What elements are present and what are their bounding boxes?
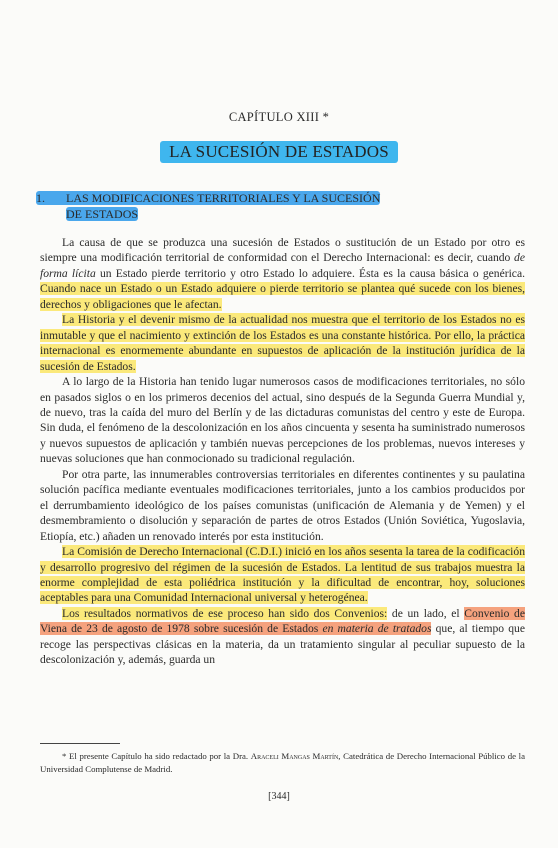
footnote-divider [40,743,120,744]
p6-text-e: que, al tiempo que recoge las perspectivas clásicas en la materia, da un tratamiento singular al peculiar supuesto de la descolonización y, además, guarda un [40,622,525,667]
p1-text-c: un Estado pierde territorio y otro Estado lo adquiere. Ésta es la causa básica o genérica. [95,266,525,280]
p1-text-a: La causa de que se produzca una sucesión de Estados o sustitución de un Estado por otro es siempre una modificación territorial de conformidad con el Derecho Internacional: es decir, cuando [40,236,525,265]
p6-orange-italic: en materia de tratados [322,622,432,636]
footnote-author: Araceli Mangas Martín [250,751,339,761]
p1-highlight: Cuando nace un Estado o un Estado adquiere o pierde territorio se plantea qué sucede con los bienes, derechos y obligaciones que le afectan. [40,282,525,311]
paragraph-2 [40,312,525,374]
section-number: 1. [36,191,45,205]
chapter-title: LA SUCESIÓN DE ESTADOS [160,141,398,163]
chapter-title-wrap [0,141,558,163]
footnote-text-a: * El presente Capítulo ha sido redactado por la Dra. [62,751,251,761]
paragraph-4 [40,467,525,544]
p1-italic: de forma lícita [40,251,525,280]
paragraph-1 [40,235,525,312]
p6-text-b: de un lado, el [387,606,465,620]
paragraph-6 [40,606,525,668]
section-heading [36,190,456,222]
chapter-heading: CAPÍTULO XIII * [228,110,330,124]
section-heading-line1 [36,191,380,205]
footnote-text [40,750,525,776]
footnote-text-b: , Catedrática de Derecho Internacional Público de la Universidad Complutense de Madrid. [40,751,525,774]
section-title-line2: DE ESTADOS [66,207,139,221]
p6-orange-highlight: Convenio de Viena de 23 de agosto de 1978 sobre sucesión de Estados [40,606,525,636]
paragraph-5 [40,544,525,606]
p3-text: A lo largo de la Historia han tenido lugar numerosos casos de modificaciones territoriales, no sólo en pasados siglos o en los primeros decenios del actual, sino después de la Segunda Guerra Mundial y, de nuevo, tras la caída del muro del Berlín y de las dictaduras comunistas del centro y este de Europa. Sin duda, el fenómeno de la descolonización en los años cincuenta y sesenta ha suministrado numerosos y nuevos supuestos de aplicación y también nuevas percepciones de los problemas, nuevos intereses y nuevas soluciones que han conmocionado su tradicional regulación. [40,375,525,466]
paragraph-3 [40,374,525,467]
body-text [40,235,525,668]
section-title-line1: LAS MODIFICACIONES TERRITORIALES Y LA SUCESIÓN [66,191,381,205]
p5-highlight: La Comisión de Derecho Internacional (C.D.I.) inició en los años sesenta la tarea de la codificación y desarrollo progresivo del régimen de la sucesión de Estados. La lentitud de sus trabajos muestra la enorme complejidad de esta poliédrica institución y la dificultad de encontrar, hoy, soluciones aceptables para una Comunidad Internacional universal y heterogénea. [40,545,525,605]
p4-text: Por otra parte, las innumerables controversias territoriales en diferentes continentes y su paulatina solución pacífica mediante eventuales modificaciones territoriales, junto a los cambios producidos por el derrumbamiento ideológico de los países comunistas (unificación de Alemania y de Yemen) y el desmembramiento o disolución y separación de partes de otros Estados (Unión Soviética, Yugoslavia, Etiopía, etc.) añaden un renovado interés por esta institución. [40,467,525,543]
footnote [40,750,525,776]
page-number: [344] [268,791,290,802]
p6-highlight: Los resultados normativos de ese proceso han sido dos Convenios: [62,606,388,620]
p2-highlight: La Historia y el devenir mismo de la actualidad nos muestra que el territorio de los Estados no es inmutable y que el nacimiento y extinción de los Estados es una constante histórica. Por ello, la práctica internacional es enormemente abundante en supuestos de aplicación de la institución jurídica de la sucesión de Estados. [40,313,525,373]
